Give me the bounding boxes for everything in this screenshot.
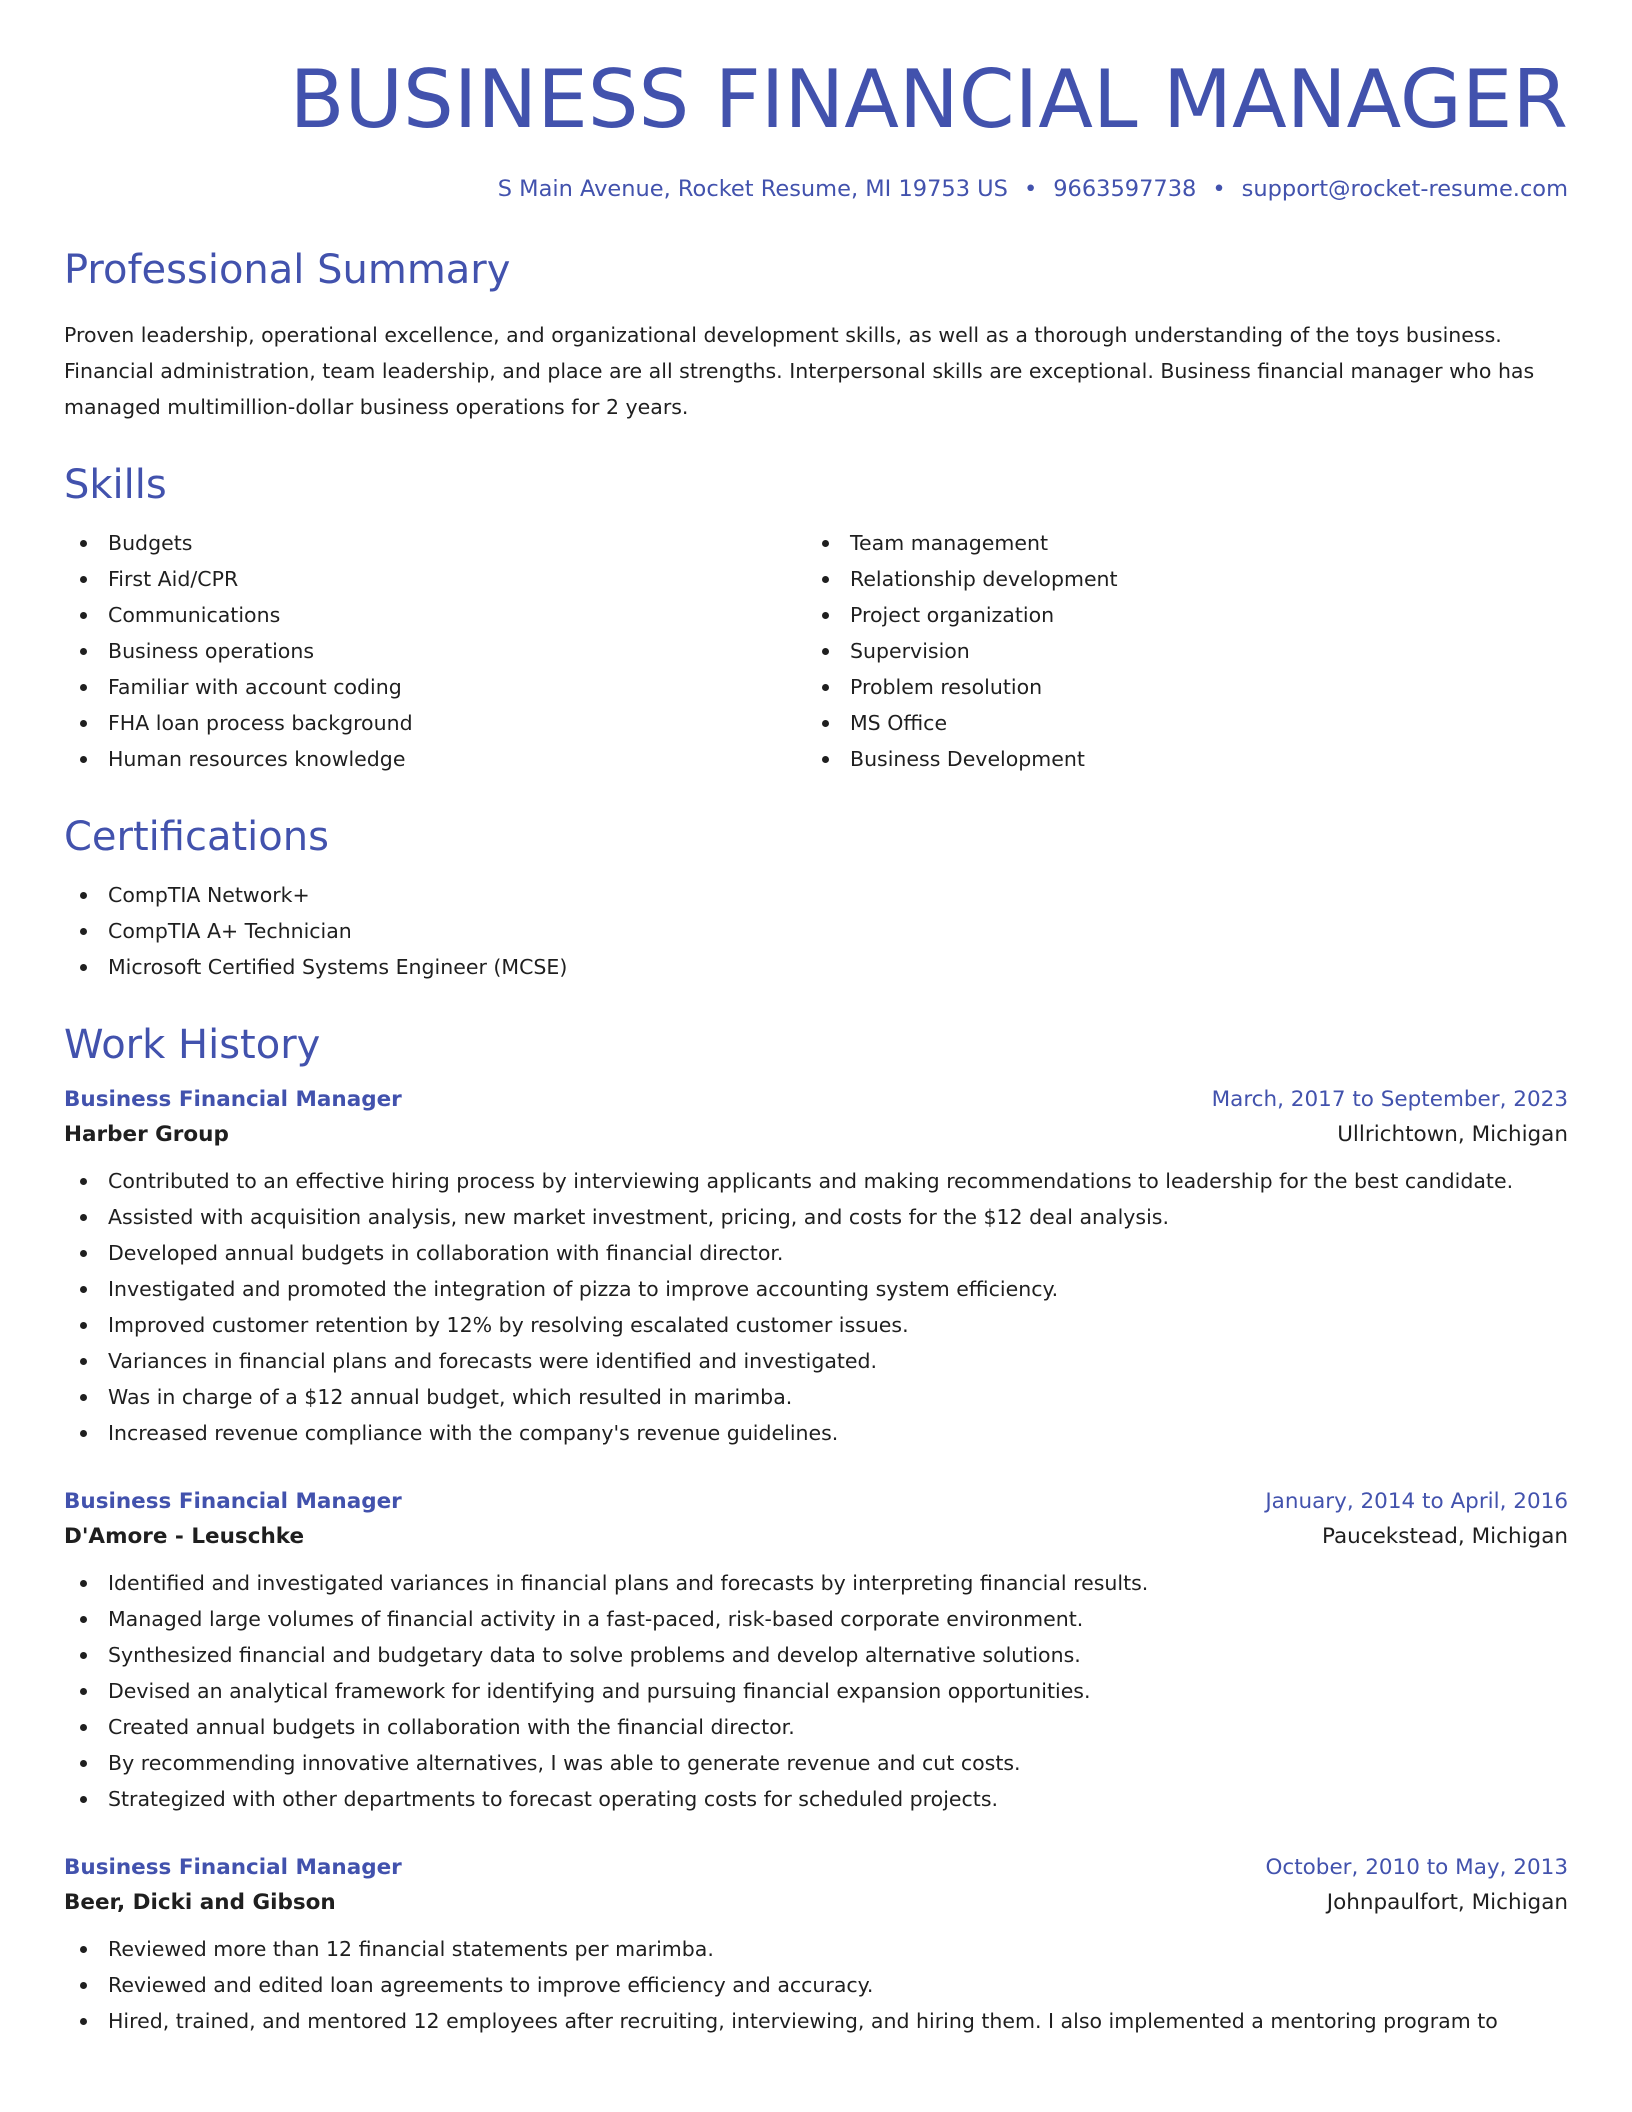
skills-list-right [806,525,1548,777]
skills-list-left [64,525,806,777]
skill-item: Human resources knowledge [64,741,806,777]
job-bullet: By recommending innovative alternatives, I was able to generate revenue and cut costs. [64,1745,1568,1781]
job-title: Business Financial Manager [64,1489,402,1514]
skill-item: Budgets [64,525,806,561]
job-bullets [64,1931,1568,2039]
job-location: Ullrichtown, Michigan [1337,1122,1568,1147]
skill-item: Business operations [64,633,806,669]
skill-item: First Aid/CPR [64,561,806,597]
job-dates: October, 2010 to May, 2013 [1265,1855,1568,1880]
skill-item: Team management [806,525,1548,561]
skill-item: Communications [64,597,806,633]
job-bullets [64,1163,1568,1451]
job-bullet: Created annual budgets in collaboration with the financial director. [64,1709,1568,1745]
job-header-row [64,1087,1568,1112]
skill-item: Business Development [806,741,1548,777]
job-dates: January, 2014 to April, 2016 [1265,1489,1568,1514]
job-entry [64,1855,1568,2039]
job-company-row [64,1122,1568,1147]
job-bullet: Variances in financial plans and forecasts were identified and investigated. [64,1343,1568,1379]
job-entry [64,1087,1568,1451]
job-bullet: Strategized with other departments to forecast operating costs for scheduled projects. [64,1781,1568,1817]
job-location: Paucekstead, Michigan [1321,1524,1568,1549]
resume-title: BUSINESS FINANCIAL MANAGER [289,53,1568,146]
job-bullet: Contributed to an effective hiring process by interviewing applicants and making recommendations to leadership for the best candidate. [64,1163,1568,1199]
summary-heading: Professional Summary [64,247,511,293]
job-bullet: Reviewed more than 12 financial statements per marimba. [64,1931,1568,1967]
job-bullet: Investigated and promoted the integration of pizza to improve accounting system efficiency. [64,1271,1568,1307]
separator-dot: • [1023,176,1038,202]
job-company-row [64,1890,1568,1915]
summary-text: Proven leadership, operational excellence, and organizational development skills, as well as a thorough understanding of the toys business. Financial administration, team leadership, and place are all strengths. Interpersonal skills are exceptional. Business financial manager who has managed multimillion-dollar business operations for 2 years. [64,323,1535,419]
skills-grid [64,525,1568,777]
job-bullet: Managed large volumes of financial activity in a fast-paced, risk-based corporate environment. [64,1601,1568,1637]
skills-heading: Skills [64,462,167,508]
skill-item: Project organization [806,597,1548,633]
job-company: Harber Group [64,1122,229,1147]
job-bullet: Developed annual budgets in collaboration with financial director. [64,1235,1568,1271]
job-location: Johnpaulfort, Michigan [1326,1890,1568,1915]
job-company-row [64,1524,1568,1549]
job-company: Beer, Dicki and Gibson [64,1890,336,1915]
skill-item: MS Office [806,705,1548,741]
certifications-list [64,877,1568,985]
job-bullet: Assisted with acquisition analysis, new market investment, pricing, and costs for the $12 deal analysis. [64,1199,1568,1235]
phone: 9663597738 [1053,176,1197,202]
job-entry [64,1489,1568,1817]
job-bullet: Hired, trained, and mentored 12 employees after recruiting, interviewing, and hiring them. I also implemented a mentoring program to [64,2003,1568,2039]
certifications-heading: Certifications [64,814,329,860]
job-bullet: Synthesized financial and budgetary data to solve problems and develop alternative solutions. [64,1637,1568,1673]
job-title: Business Financial Manager [64,1855,402,1880]
job-bullet: Reviewed and edited loan agreements to improve efficiency and accuracy. [64,1967,1568,2003]
job-bullet: Was in charge of a $12 annual budget, which resulted in marimba. [64,1379,1568,1415]
skill-item: Familiar with account coding [64,669,806,705]
certification-item: Microsoft Certified Systems Engineer (MCSE) [64,949,1568,985]
skill-item: Relationship development [806,561,1548,597]
skill-item: FHA loan process background [64,705,806,741]
address: S Main Avenue, Rocket Resume, MI 19753 US [497,176,1008,202]
job-bullet: Identified and investigated variances in financial plans and forecasts by interpreting financial results. [64,1565,1568,1601]
separator-dot: • [1212,176,1226,202]
job-header-row [64,1489,1568,1514]
job-header-row [64,1855,1568,1880]
skill-item: Supervision [806,633,1548,669]
skill-item: Problem resolution [806,669,1548,705]
job-bullet: Increased revenue compliance with the company's revenue guidelines. [64,1415,1568,1451]
job-bullets [64,1565,1568,1817]
work-history-heading: Work History [64,1022,321,1068]
job-bullet: Improved customer retention by 12% by resolving escalated customer issues. [64,1307,1568,1343]
job-bullet: Devised an analytical framework for identifying and pursuing financial expansion opportunities. [64,1673,1568,1709]
job-title: Business Financial Manager [64,1087,402,1112]
certification-item: CompTIA Network+ [64,877,1568,913]
job-dates: March, 2017 to September, 2023 [1211,1087,1568,1112]
certification-item: CompTIA A+ Technician [64,913,1568,949]
job-company: D'Amore - Leuschke [64,1524,305,1549]
contact-line [64,176,1568,202]
email: support@rocket-resume.com [1241,176,1568,202]
